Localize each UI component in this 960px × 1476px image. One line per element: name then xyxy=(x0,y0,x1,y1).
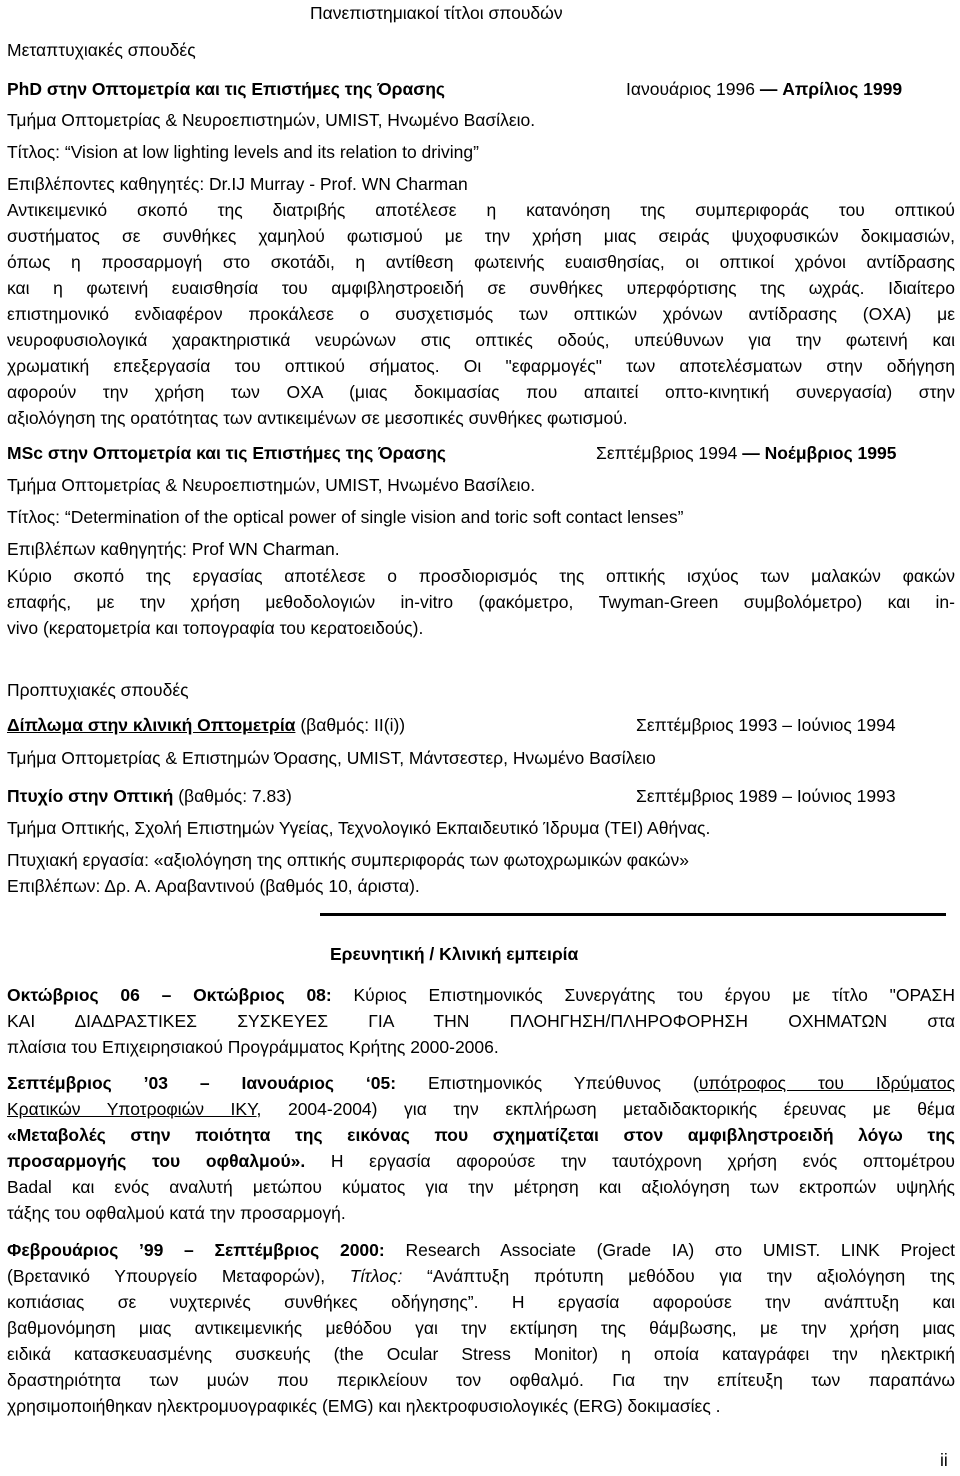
degree-dates: Σεπτέμβριος 1989 – Ιούνιος 1993 xyxy=(636,786,896,806)
degree-department: Τμήμα Οπτικής, Σχολή Επιστημών Υγείας, Τεχνολογικό Εκπαιδευτικό Ίδρυμα (ΤΕΙ) Αθήνας. xyxy=(7,818,711,838)
diploma-title: Δίπλωμα στην κλινική Οπτομετρία (βαθμός: II(i)) xyxy=(7,715,406,735)
research-entry-2-line: «Μεταβολές στην ποιότητα της εικόνας που σχηματίζεται στον αμφιβληστροειδή λόγω της xyxy=(7,1125,955,1145)
phd-thesis-title: Τίτλος: “Vision at low lighting levels and its relation to driving” xyxy=(7,142,479,162)
msc-supervisor: Επιβλέπων καθηγητής: Prof WN Charman. xyxy=(7,539,340,559)
phd-desc-line: επιστημονικό ενδιαφέρον προκάλεσε ο συσχετισμός των οπτικών χρόνων αντίδρασης (ΟΧΑ) με xyxy=(7,304,955,324)
research-entry-3-line: δραστηριότητα των μυών που περικλείουν τον οφθαλμό. Για την επίτευξη των παραπάνω xyxy=(7,1370,955,1390)
phd-desc-line: όπως η προσαρμογή στο σκοτάδι, η αντίθεση φωτεινής ευαισθησίας, οι οπτικοί χρόνοι αντίδρασης xyxy=(7,252,955,272)
msc-desc-line: επαφής, με την χρήση μεθοδολογιών in-vitro (φακόμετρο, Twyman-Green συμβολόμετρο) και in- xyxy=(7,592,955,612)
phd-desc-line: αξιολόγηση της ορατότητας των αντικειμένων σε μεσοπικές συνθήκες φωτισμού. xyxy=(7,408,628,428)
diploma-dates: Σεπτέμβριος 1993 – Ιούνιος 1994 xyxy=(636,715,896,735)
phd-desc-line: χρωματική επεξεργασία του οπτικού σήματος. Οι "εφαρμογές" των αποτελέσματων στην οδήγηση xyxy=(7,356,955,376)
phd-desc-line: νευροφυσιολογικά χαρακτηριστικά νευρώνων στις οπτικές οδούς, υπεύθυνων για την φωτεινή και xyxy=(7,330,955,350)
degree-project: Πτυχιακή εργασία: «αξιολόγηση της οπτικής συμπεριφοράς των φωτοχρωμικών φακών» xyxy=(7,850,689,870)
research-entry-2-line: Κρατικών Υποτροφιών ΙΚΥ, 2004-2004) για την εκπλήρωση μεταδιδακτορικής έρευνας με θέμα xyxy=(7,1099,956,1119)
section-divider xyxy=(320,913,946,916)
research-entry-3-line: Φεβρουάριος ’99 – Σεπτέμβριος 2000: Research Associate (Grade IA) στο UMIST. LINK Project xyxy=(7,1240,955,1260)
research-entry-2-line: προσαρμογής του οφθαλμού». Η εργασία αφορούσε την ταυτόχρονη χρήση ενός οπτομέτρου xyxy=(7,1151,955,1171)
msc-desc-line: Κύριο σκοπό της εργασίας αποτέλεσε ο προσδιορισμός της οπτικής ισχύος των μαλακών φακών xyxy=(7,566,955,586)
research-entry-3-line: χρησιμοποιήθηκαν ηλεκτρομυογραφικές (EMG) και ηλεκτροφυσιολογικές (ERG) δοκιμασίες . xyxy=(7,1396,721,1416)
phd-title: PhD στην Οπτομετρία και τις Επιστήμες της Όρασης xyxy=(7,79,445,99)
research-entry-1-line: ΚΑΙ ΔΙΑΔΡΑΣΤΙΚΕΣ ΣΥΣΚΕΥΕΣ ΓΙΑ ΤΗΝ ΠΛΟΗΓΗΣΗ/ΠΛΗΡΟΦΟΡΗΣΗ ΟΧΗΜΑΤΩΝ στα xyxy=(7,1011,955,1031)
page-number: ii xyxy=(940,1450,948,1470)
undergrad-heading: Προπτυχιακές σπουδές xyxy=(7,680,189,700)
msc-title: MSc στην Οπτομετρία και τις Επιστήμες της Όρασης xyxy=(7,443,446,463)
research-entry-3-line: ειδικά κατασκευασμένης συσκευής (the Ocular Stress Monitor) η οποία καταγράφει την ηλεκτρική xyxy=(7,1344,955,1364)
postgrad-heading: Μεταπτυχιακές σπουδές xyxy=(7,40,196,60)
research-heading: Ερευνητική / Κλινική εμπειρία xyxy=(330,944,579,964)
research-entry-3-line: (Βρετανικό Υπουργείο Μεταφορών), Τίτλος: “Ανάπτυξη πρότυπη μεθόδου για την αξιολόγηση της xyxy=(7,1266,955,1286)
research-entry-2-line: Σεπτέμβριος ’03 – Ιανουάριος ‘05: Επιστημονικός Υπεύθυνος (υπότροφος του Ιδρύματος xyxy=(7,1073,956,1093)
msc-department: Τμήμα Οπτομετρίας & Νευροεπιστημών, UMIST, Ηνωμένο Βασίλειο. xyxy=(7,475,536,495)
degree-title: Πτυχίο στην Οπτική (βαθμός: 7.83) xyxy=(7,786,292,806)
phd-desc-line: αφορούν την χρήση των ΟΧΑ (μιας δοκιμασίας που απαιτεί οπτο-κινητική συνεργασία) στην xyxy=(7,382,955,402)
research-entry-1-line: πλαίσια του Επιχειρησιακού Προγράμματος Κρήτης 2000-2006. xyxy=(7,1037,499,1057)
research-entry-3-line: κοπιάσιας σε νυχτερινές συνθήκες οδήγησης”. Η εργασία αφορούσε την ανάπτυξη και xyxy=(7,1292,955,1312)
page-title: Πανεπιστημιακοί τίτλοι σπουδών xyxy=(310,3,563,23)
msc-dates: Σεπτέμβριος 1994 — Νοέμβριος 1995 xyxy=(596,443,897,463)
research-entry-2-line: Badal και ενός αναλυτή μετώπου κύματος για την μέτρηση και αξιολόγηση των εκτροπών υψηλής xyxy=(7,1177,955,1197)
diploma-department: Τμήμα Οπτομετρίας & Επιστημών Όρασης, UMIST, Μάντσεστερ, Ηνωμένο Βασίλειο xyxy=(7,748,656,768)
degree-supervisor: Επιβλέπων: Δρ. Α. Αραβαντινού (βαθμός 10, άριστα). xyxy=(7,876,420,896)
research-entry-3-line: βαθμονόμηση μιας αντικειμενικής μεθόδου γαι την εκτίμηση της θάμβωσης, με την χρήση μιας xyxy=(7,1318,955,1338)
research-entry-2-line: τάξης του οφθαλμού κατά την προσαρμογή. xyxy=(7,1203,346,1223)
msc-desc-line: vivo (κερατομετρία και τοπογραφία του κερατοειδούς). xyxy=(7,618,424,638)
phd-desc-line: συστήματος σε συνθήκες χαμηλού φωτισμού με την χρήση μιας σειράς ψυχοφυσικών δοκιμασιών, xyxy=(7,226,955,246)
research-entry-1-line: Οκτώβριος 06 – Οκτώβριος 08: Κύριος Επιστημονικός Συνεργάτης του έργου με τίτλο "ΟΡΑΣΗ xyxy=(7,985,955,1005)
phd-supervisors: Επιβλέποντες καθηγητές: Dr.IJ Murray - Prof. WN Charman xyxy=(7,174,468,194)
phd-desc-line: και η φωτεινή ευαισθησία του αμφιβληστροειδή σε συνθήκες υπερφόρτισης της ωχράς. Ιδιαίτερο xyxy=(7,278,955,298)
msc-thesis-title: Τίτλος: “Determination of the optical power of single vision and toric soft contact lenses” xyxy=(7,507,684,527)
phd-department: Τμήμα Οπτομετρίας & Νευροεπιστημών, UMIST, Ηνωμένο Βασίλειο. xyxy=(7,110,536,130)
phd-desc-line: Αντικειμενικό σκοπό της διατριβής αποτέλεσε η κατανόηση της συμπεριφοράς του οπτικού xyxy=(7,200,955,220)
phd-dates: Ιανουάριος 1996 — Απρίλιος 1999 xyxy=(626,79,903,99)
